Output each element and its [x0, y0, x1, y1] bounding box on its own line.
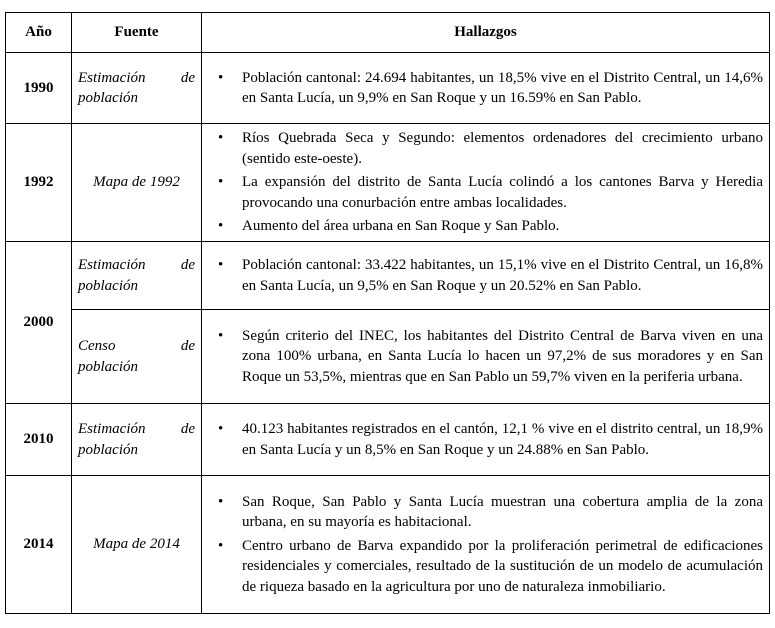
year-cell: 2014	[6, 476, 72, 614]
finding-item: • Centro urbano de Barva expandido por la proliferación perimetral de edificaciones residenciales y comerciales, resultado de la sustitución de un modelo de acumulación de riqueza basado en la agricultura por uno de naturaleza inmobiliario.	[218, 537, 763, 595]
year-cell: 2000	[6, 242, 72, 404]
source-line: población	[78, 358, 138, 375]
findings-cell	[202, 404, 770, 476]
header-source: Fuente	[72, 13, 202, 53]
source-line: Estimación de	[78, 257, 195, 273]
findings-cell	[202, 476, 770, 614]
bullet-icon: •	[218, 537, 224, 554]
finding-item: • Ríos Quebrada Seca y Segundo: elementos ordenadores del crecimiento urbano (sentido este-oeste).	[218, 130, 763, 167]
findings-cell	[202, 310, 770, 404]
table-row	[6, 242, 770, 310]
bullet-icon: •	[218, 327, 224, 344]
finding-item: • La expansión del distrito de Santa Lucía colindó a los cantones Barva y Heredia provocando una conurbación entre ambas localidades.	[218, 174, 763, 211]
source-cell	[72, 404, 202, 476]
year-cell: 2010	[6, 404, 72, 476]
year-cell: 1990	[6, 53, 72, 124]
source-line: Estimación de	[78, 421, 195, 437]
findings-cell	[202, 53, 770, 124]
finding-item: • Según criterio del INEC, los habitantes del Distrito Central de Barva viven en una zona 100% urbana, en Santa Lucía lo hacen un 97,2% de sus moradores y en San Roque un 53,5%, mientras que en San Pablo un 59,7% viven en la periferia urbana.	[218, 327, 763, 385]
source-cell	[72, 53, 202, 124]
header-year: Año	[6, 13, 72, 53]
source-cell: Mapa de 2014	[72, 476, 202, 614]
bullet-icon: •	[218, 421, 224, 437]
finding-item: • Población cantonal: 24.694 habitantes, un 18,5% vive en el Distrito Central, un 14,6% en Santa Lucía, un 9,9% en San Roque y un 16.59% en San Pablo.	[218, 69, 763, 106]
findings-table	[5, 12, 770, 614]
table-row	[6, 404, 770, 476]
bullet-icon: •	[218, 493, 224, 510]
source-line: población	[78, 90, 138, 106]
finding-item: • San Roque, San Pablo y Santa Lucía muestran una cobertura amplia de la zona urbana, en su mayoría es habitacional.	[218, 493, 763, 531]
table-row	[6, 53, 770, 124]
bullet-icon: •	[218, 218, 224, 235]
header-findings: Hallazgos	[202, 13, 770, 53]
table-row	[6, 124, 770, 242]
source-cell	[72, 242, 202, 310]
header-row	[6, 13, 770, 53]
finding-item: • Aumento del área urbana en San Roque y San Pablo.	[208, 216, 763, 237]
findings-cell	[202, 124, 770, 242]
bullet-icon: •	[218, 257, 224, 273]
source-line: Censo de	[78, 338, 195, 354]
bullet-icon: •	[218, 130, 224, 147]
year-cell: 1992	[6, 124, 72, 242]
source-line: población	[78, 277, 138, 294]
source-cell: Mapa de 1992	[72, 124, 202, 242]
bullet-icon: •	[218, 69, 224, 86]
source-cell	[72, 310, 202, 404]
bullet-icon: •	[218, 174, 224, 191]
finding-item: • 40.123 habitantes registrados en el cantón, 12,1 % vive en el distrito central, un 18,9% en Santa Lucía y un 8,5% en San Roque y un 24.88% en San Pablo.	[218, 421, 763, 458]
findings-cell	[202, 242, 770, 310]
source-line: población	[78, 441, 138, 458]
table-row	[6, 310, 770, 404]
finding-item: • Población cantonal: 33.422 habitantes, un 15,1% vive en el Distrito Central, un 16,8% en Santa Lucía, un 9,5% en San Roque y un 20.52% en San Pablo.	[218, 257, 763, 294]
table-row	[6, 476, 770, 614]
source-line: Estimación de	[78, 69, 195, 86]
